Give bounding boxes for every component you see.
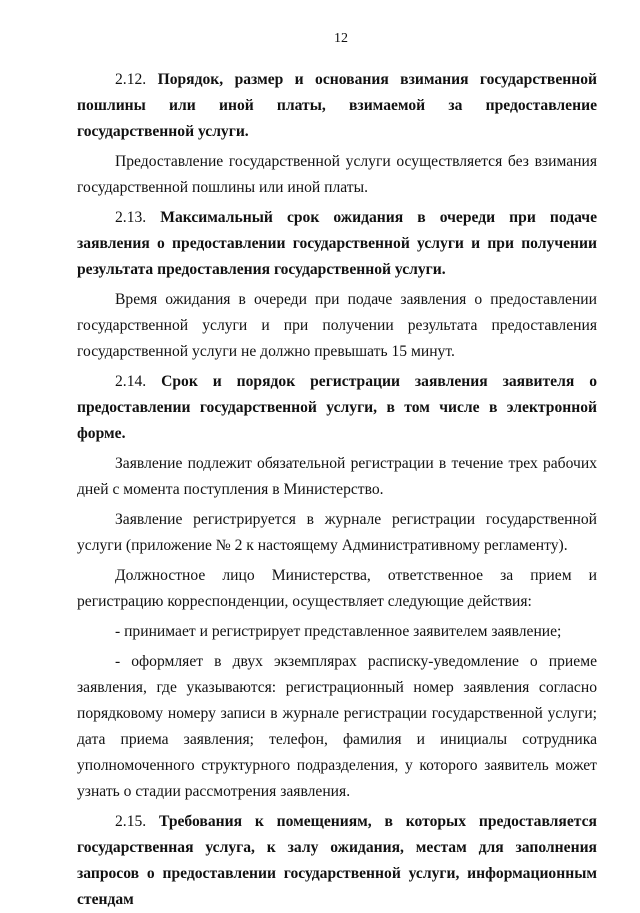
page-number: 12 xyxy=(334,31,348,46)
body-paragraph: Должностное лицо Министерства, ответственное за прием и регистрацию корреспонденции, осуществляет следующие действия: xyxy=(77,567,597,610)
body-paragraph: - принимает и регистрирует представленное заявителем заявление; xyxy=(115,623,562,640)
section-number: 2.13. xyxy=(115,209,147,226)
body-paragraph: - оформляет в двух экземплярах расписку-уведомление о приеме заявления, где указываются: регистрационный номер заявления согласно порядковому номеру записи в журнале регистрации государственной услуги; дата приема заявления; телефон, фамилия и инициалы сотрудника уполномоченного структурного подразделения, у которого заявитель может узнать о стадии рассмотрения заявления. xyxy=(77,653,597,800)
body-paragraph: Время ожидания в очереди при подаче заявления о предоставлении государственной услуги и при получении результата предоставления государственной услуги не должно превышать 15 минут. xyxy=(77,291,597,360)
document-body xyxy=(77,67,597,913)
body-paragraph: Заявление подлежит обязательной регистрации в течение трех рабочих дней с момента поступления в Министерство. xyxy=(77,455,597,498)
section-number: 2.15. xyxy=(115,813,147,830)
section-heading xyxy=(77,205,597,283)
section-title: Порядок, размер и основания взимания государственной пошлины или иной платы, взимаемой за предоставление государственной услуги. xyxy=(77,71,597,140)
body-paragraph: Заявление регистрируется в журнале регистрации государственной услуги (приложение № 2 к настоящему Административному регламенту). xyxy=(77,511,597,554)
section-heading xyxy=(77,809,597,913)
section-title: Максимальный срок ожидания в очереди при подаче заявления о предоставлении государственной услуги и при получении результата предоставления государственной услуги. xyxy=(77,209,597,278)
section-number: 2.12. xyxy=(115,71,147,88)
body-paragraph: Предоставление государственной услуги осуществляется без взимания государственной пошлины или иной платы. xyxy=(77,153,597,196)
section-number: 2.14. xyxy=(115,373,147,390)
section-heading xyxy=(77,67,597,145)
section-title: Срок и порядок регистрации заявления заявителя о предоставлении государственной услуги, в том числе в электронной форме. xyxy=(77,373,597,442)
section-heading xyxy=(77,369,597,447)
section-title: Требования к помещениям, в которых предоставляется государственная услуга, к залу ожидания, местам для заполнения запросов о предоставлении государственной услуги, информационным стендам xyxy=(77,813,597,908)
